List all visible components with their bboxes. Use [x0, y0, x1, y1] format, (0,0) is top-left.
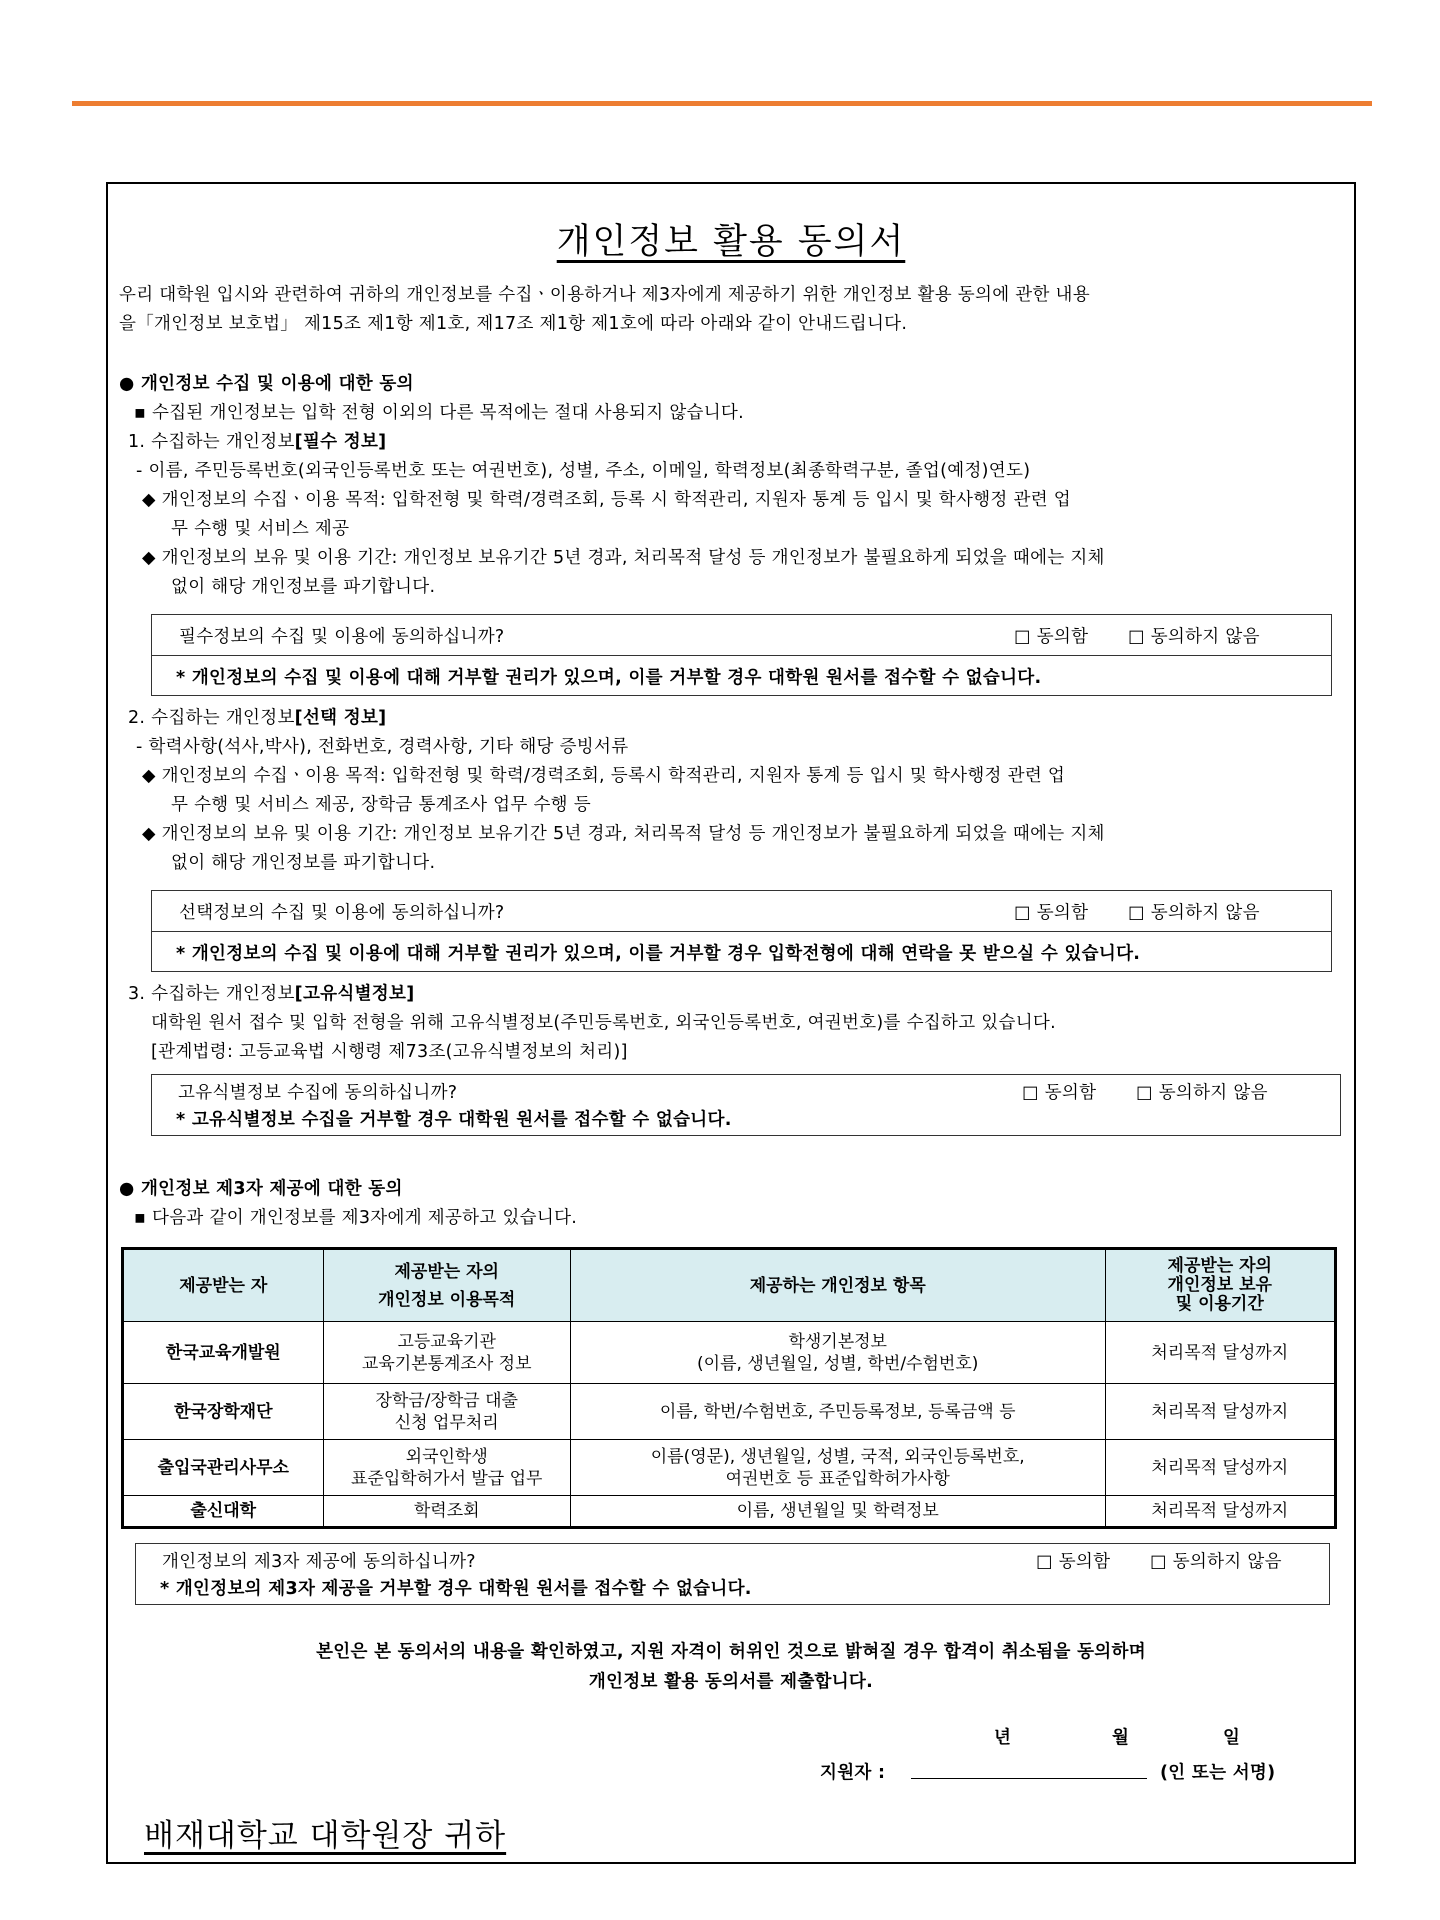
- row-purpose-line: 표준입학허가서 발급 업무: [350, 1468, 543, 1489]
- section-third-party-note: ▪ 다음과 같이 개인정보를 제3자에게 제공하고 있습니다.: [134, 1208, 578, 1228]
- third-party-disagree-checkbox[interactable]: □ 동의하지 않음: [1150, 1552, 1282, 1572]
- header-items: 제공하는 개인정보 항목: [570, 1249, 1105, 1322]
- item1-fields: - 이름, 주민등록번호(외국인등록번호 또는 여권번호), 성별, 주소, 이메일, 학력정보(최종학력구분, 졸업(예정)연도): [136, 461, 1031, 481]
- item2-title-prefix: 2. 수집하는 개인정보: [128, 708, 295, 728]
- item1-purpose-line-1: ◆ 개인정보의 수집ㆍ이용 목적: 입학전형 및 학력/경력조회, 등록 시 학적관리, 지원자 통계 등 입시 및 학사행정 관련 업: [142, 490, 1071, 510]
- item2-disagree-checkbox[interactable]: □ 동의하지 않음: [1128, 903, 1260, 923]
- declaration-line-2: 개인정보 활용 동의서를 제출합니다.: [588, 1672, 874, 1692]
- row-items-line: 학생기본정보: [788, 1331, 887, 1352]
- top-accent-bar: [72, 101, 1372, 106]
- table-row: [123, 1496, 1336, 1528]
- row-purpose-line: 신청 업무처리: [394, 1412, 499, 1433]
- header-purpose-line: 개인정보 이용목적: [378, 1289, 516, 1310]
- item2-purpose-line-2: 무 수행 및 서비스 제공, 장학금 통계조사 업무 수행 등: [171, 795, 591, 815]
- intro-text-line-1: 우리 대학원 입시와 관련하여 귀하의 개인정보를 수집ㆍ이용하거나 제3자에게 제공하기 위한 개인정보 활용 동의에 관한 내용: [119, 285, 1090, 305]
- section-collection-heading: ● 개인정보 수집 및 이용에 대한 동의: [119, 374, 414, 394]
- signature-line[interactable]: [911, 1778, 1147, 1779]
- declaration-line-1: 본인은 본 동의서의 내용을 확인하였고, 지원 자격이 허위인 것으로 밝혀질 경우 합격이 취소됨을 동의하며: [316, 1642, 1146, 1662]
- item2-consent-question: 선택정보의 수집 및 이용에 동의하십니까?: [179, 903, 505, 923]
- row-purpose: [323, 1384, 570, 1440]
- section-collection-note: ▪ 수집된 개인정보는 입학 전형 이외의 다른 목적에는 절대 사용되지 않습니다.: [134, 403, 745, 423]
- third-party-consent-question: 개인정보의 제3자 제공에 동의하십니까?: [162, 1552, 476, 1572]
- item2-warning: * 개인정보의 수집 및 이용에 대해 거부할 권리가 있으며, 이를 거부할 경우 입학전형에 대해 연락을 못 받으실 수 있습니다.: [176, 944, 1141, 964]
- row-purpose-line: 학력조회: [413, 1501, 480, 1521]
- table-row: [123, 1322, 1336, 1384]
- header-period: [1105, 1249, 1335, 1322]
- table-header-row: [123, 1249, 1336, 1322]
- row-items-line: 여권번호 등 표준입학허가사항: [725, 1468, 950, 1489]
- third-party-agree-checkbox[interactable]: □ 동의함: [1036, 1552, 1111, 1572]
- row-purpose-line: 장학금/장학금 대출: [375, 1390, 518, 1411]
- item1-agree-checkbox[interactable]: □ 동의함: [1014, 627, 1089, 647]
- row-period: 처리목적 달성까지: [1105, 1384, 1335, 1440]
- row-items: [570, 1440, 1105, 1496]
- row-period: 처리목적 달성까지: [1105, 1322, 1335, 1384]
- item3-title-tag: [고유식별정보]: [294, 984, 415, 1004]
- item2-fields: - 학력사항(석사,박사), 전화번호, 경력사항, 기타 해당 증빙서류: [136, 737, 629, 757]
- row-items: [570, 1322, 1105, 1384]
- item1-consent-question: 필수정보의 수집 및 이용에 동의하십니까?: [179, 627, 505, 647]
- item1-consent-box: [151, 614, 1332, 696]
- row-purpose-line: 교육기본통계조사 정보: [361, 1353, 532, 1374]
- row-items-line: 이름, 학번/수험번호, 주민등록정보, 등록금액 등: [659, 1401, 1016, 1422]
- addressee: 배재대학교 대학원장 귀하: [144, 1818, 507, 1854]
- item3-consent-question: 고유식별정보 수집에 동의하십니까?: [178, 1083, 458, 1103]
- row-items-line: 이름, 생년월일 및 학력정보: [736, 1501, 939, 1521]
- item2-agree-checkbox[interactable]: □ 동의함: [1014, 903, 1089, 923]
- document-title: 개인정보 활용 동의서: [556, 222, 906, 262]
- item3-text-line-1: 대학원 원서 접수 및 입학 전형을 위해 고유식별정보(주민등록번호, 외국인등록번호, 여권번호)를 수집하고 있습니다.: [151, 1013, 1056, 1033]
- item3-warning: * 고유식별정보 수집을 거부할 경우 대학원 원서를 접수할 수 없습니다.: [176, 1110, 732, 1130]
- sign-note: (인 또는 서명): [1160, 1763, 1276, 1783]
- item1-title: [128, 428, 386, 453]
- date-month-label: 월: [1112, 1728, 1130, 1748]
- item3-disagree-checkbox[interactable]: □ 동의하지 않음: [1136, 1083, 1268, 1103]
- item1-title-tag: [필수 정보]: [294, 432, 387, 452]
- header-period-line: 제공받는 자의: [1167, 1256, 1272, 1276]
- row-period: 처리목적 달성까지: [1105, 1496, 1335, 1528]
- row-recipient: 한국장학재단: [123, 1384, 324, 1440]
- third-party-warning: * 개인정보의 제3자 제공을 거부할 경우 대학원 원서를 접수할 수 없습니다.: [160, 1579, 752, 1599]
- item2-consent-box: [151, 890, 1332, 972]
- consent-form: [106, 182, 1356, 1864]
- row-items: [570, 1496, 1105, 1528]
- header-period-line: 개인정보 보유: [1167, 1275, 1272, 1295]
- item1-warning: * 개인정보의 수집 및 이용에 대해 거부할 권리가 있으며, 이를 거부할 경우 대학원 원서를 접수할 수 없습니다.: [176, 668, 1042, 688]
- date-day-label: 일: [1223, 1728, 1241, 1748]
- item3-consent-box: [151, 1074, 1341, 1136]
- row-items-line: (이름, 생년월일, 성별, 학번/수험번호): [697, 1353, 979, 1374]
- item2-period-line-1: ◆ 개인정보의 보유 및 이용 기간: 개인정보 보유기간 5년 경과, 처리목적 달성 등 개인정보가 불필요하게 되었을 때에는 지체: [142, 824, 1105, 844]
- intro-text-line-2: 을「개인정보 보호법」 제15조 제1항 제1호, 제17조 제1항 제1호에 따라 아래와 같이 안내드립니다.: [119, 314, 908, 334]
- row-items: [570, 1384, 1105, 1440]
- row-purpose: [323, 1322, 570, 1384]
- item2-period-line-2: 없이 해당 개인정보를 파기합니다.: [171, 853, 436, 873]
- item1-disagree-checkbox[interactable]: □ 동의하지 않음: [1128, 627, 1260, 647]
- row-items-line: 이름(영문), 생년월일, 성별, 국적, 외국인등록번호,: [650, 1446, 1025, 1467]
- third-party-consent-box: [135, 1543, 1330, 1605]
- header-period-line: 및 이용기간: [1175, 1294, 1264, 1314]
- applicant-label: 지원자 :: [820, 1763, 886, 1783]
- table-row: [123, 1384, 1336, 1440]
- row-purpose: [323, 1440, 570, 1496]
- third-party-table: [121, 1247, 1337, 1529]
- row-period: 처리목적 달성까지: [1105, 1440, 1335, 1496]
- row-purpose: [323, 1496, 570, 1528]
- section-third-party-heading: ● 개인정보 제3자 제공에 대한 동의: [119, 1179, 403, 1199]
- row-purpose-line: 고등교육기관: [397, 1331, 496, 1352]
- item2-title: [128, 704, 386, 729]
- item1-purpose-line-2: 무 수행 및 서비스 제공: [171, 519, 350, 539]
- item1-title-prefix: 1. 수집하는 개인정보: [128, 432, 295, 452]
- table-row: [123, 1440, 1336, 1496]
- header-recipient: 제공받는 자: [123, 1249, 324, 1322]
- row-recipient: 출입국관리사무소: [123, 1440, 324, 1496]
- item3-agree-checkbox[interactable]: □ 동의함: [1022, 1083, 1097, 1103]
- item1-period-line-1: ◆ 개인정보의 보유 및 이용 기간: 개인정보 보유기간 5년 경과, 처리목적 달성 등 개인정보가 불필요하게 되었을 때에는 지체: [142, 548, 1105, 568]
- row-recipient: 한국교육개발원: [123, 1322, 324, 1384]
- item2-purpose-line-1: ◆ 개인정보의 수집ㆍ이용 목적: 입학전형 및 학력/경력조회, 등록시 학적관리, 지원자 통계 등 입시 및 학사행정 관련 업: [142, 766, 1066, 786]
- item3-title: [128, 980, 415, 1005]
- row-recipient: 출신대학: [123, 1496, 324, 1528]
- item3-text-line-2: [관계법령: 고등교육법 시행령 제73조(고유식별정보의 처리)]: [151, 1042, 628, 1062]
- item2-title-tag: [선택 정보]: [294, 708, 387, 728]
- header-purpose-line: 제공받는 자의: [394, 1261, 499, 1282]
- item1-period-line-2: 없이 해당 개인정보를 파기합니다.: [171, 577, 436, 597]
- date-year-label: 년: [994, 1728, 1012, 1748]
- header-purpose: [323, 1249, 570, 1322]
- item3-title-prefix: 3. 수집하는 개인정보: [128, 984, 295, 1004]
- row-purpose-line: 외국인학생: [405, 1446, 488, 1467]
